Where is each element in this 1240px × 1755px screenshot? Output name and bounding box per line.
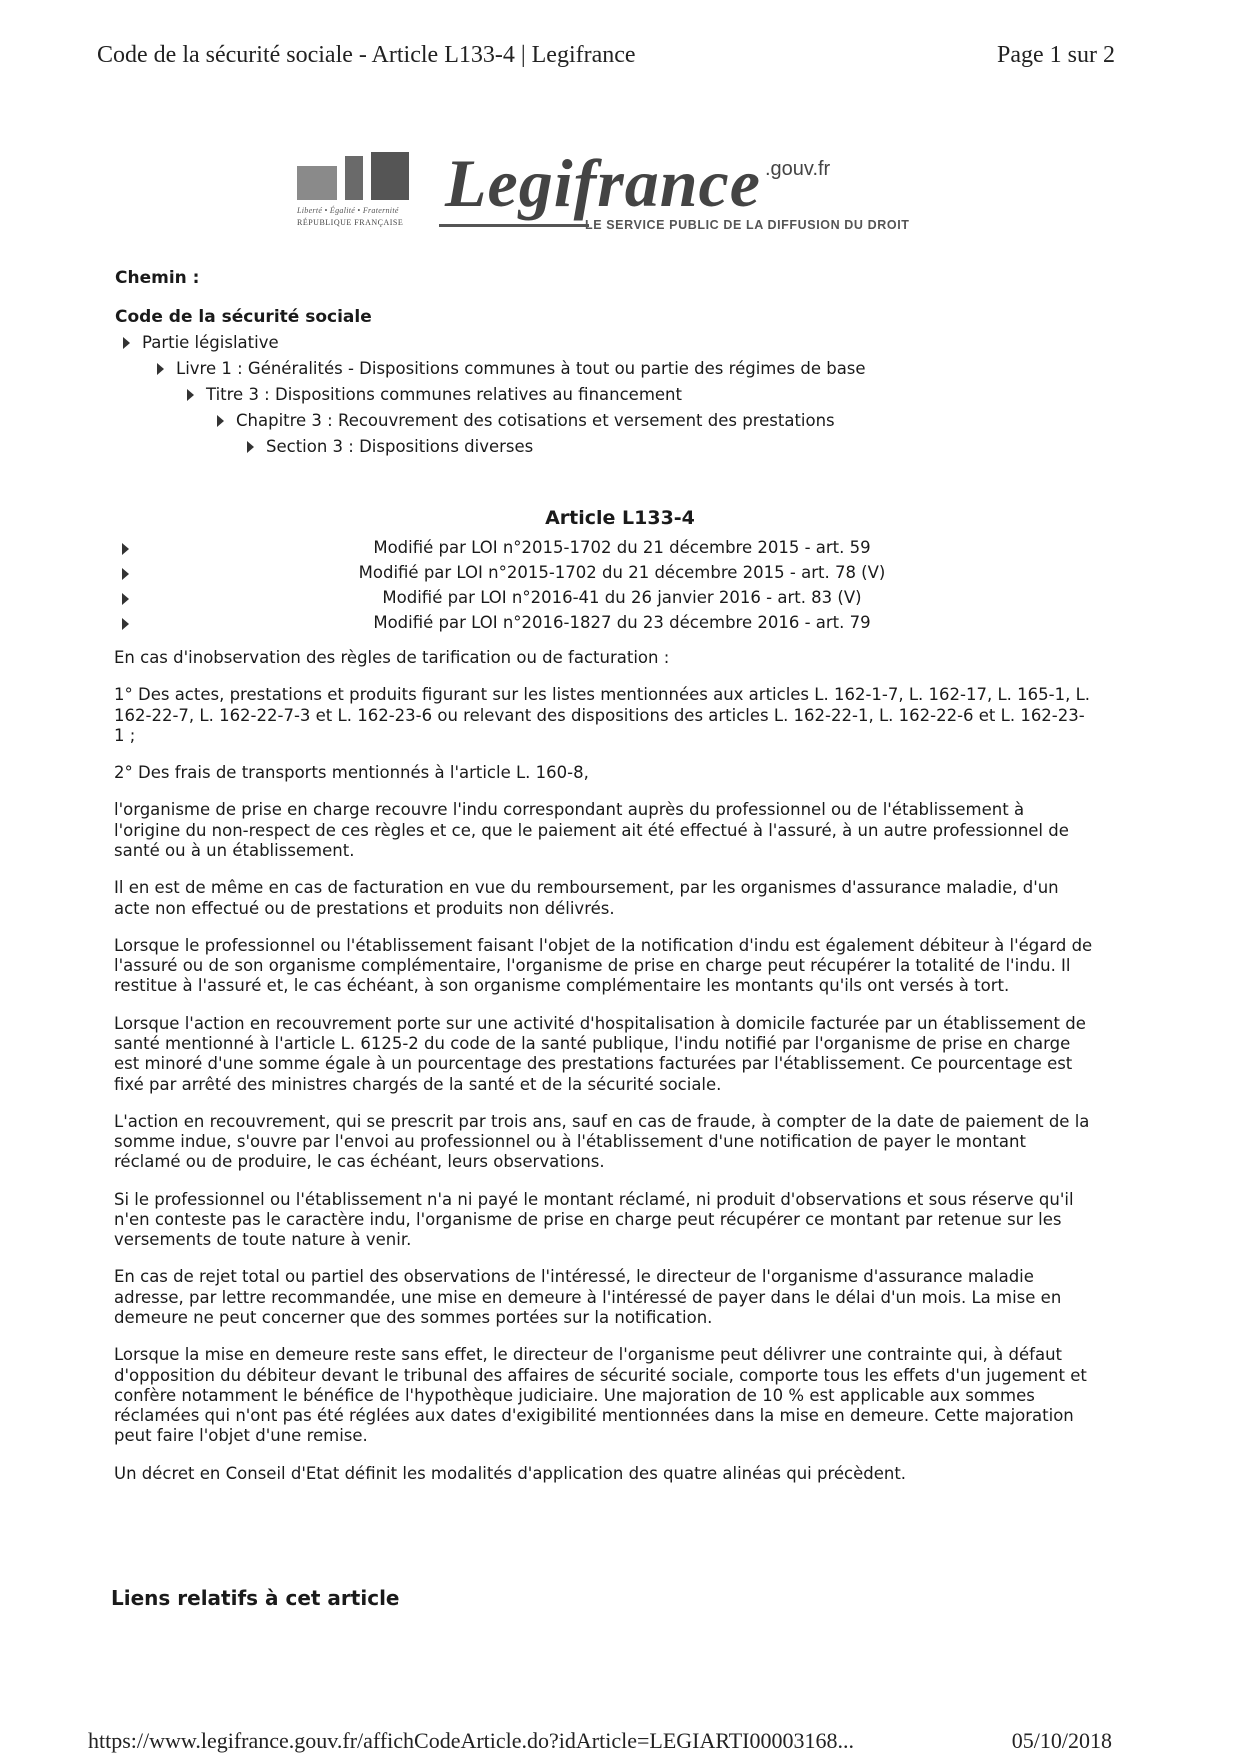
legifrance-logo[interactable] <box>297 145 917 238</box>
modification-link[interactable] <box>122 563 1122 587</box>
breadcrumb-item-titre[interactable] <box>187 385 682 404</box>
breadcrumb-arrow-icon <box>123 337 130 349</box>
print-footer-url[interactable]: https://www.legifrance.gouv.fr/affichCodeArticle.do?idArticle=LEGIARTI00003168... <box>88 1728 855 1753</box>
breadcrumb-arrow-icon <box>157 363 164 375</box>
breadcrumb-item-label: Livre 1 : Généralités - Dispositions communes à tout ou partie des régimes de base <box>176 359 866 378</box>
breadcrumb-item-label: Chapitre 3 : Recouvrement des cotisations et versement des prestations <box>236 411 835 430</box>
article-paragraph: L'action en recouvrement, qui se prescrit par trois ans, sauf en cas de fraude, à compter de la date de paiement de la somme indue, s'ouvre par l'envoi au professionnel ou à l'établissement d'une notification de payer le montant réclamé ou de produire, le cas échéant, leurs observations. <box>114 1111 1090 1172</box>
brand-name: Legifrance <box>445 145 761 221</box>
brand-tagline: LE SERVICE PUBLIC DE LA DIFFUSION DU DROIT <box>585 218 910 232</box>
breadcrumb-item-section[interactable] <box>247 437 533 456</box>
article-paragraph: Lorsque la mise en demeure reste sans effet, le directeur de l'organisme peut délivrer une contrainte qui, à défaut d'opposition du débiteur devant le tribunal des affaires de sécurité sociale, comporte tous les effets d'un jugement et confère notamment le bénéfice de l'hypothèque judiciaire. Une majoration de 10 % est applicable aux sommes réclamées qui n'ont pas été réglées aux dates d'exigibilité mentionnées dans la mise en demeure. Cette majoration peut faire l'objet d'une remise. <box>114 1345 1087 1446</box>
breadcrumb-arrow-icon <box>247 441 254 453</box>
breadcrumb-arrow-icon <box>187 389 194 401</box>
breadcrumb-item-chapitre[interactable] <box>217 411 835 430</box>
breadcrumb-arrow-icon <box>217 415 224 427</box>
breadcrumb-item-label: Partie législative <box>142 333 279 352</box>
modification-link[interactable] <box>122 588 1122 612</box>
print-footer <box>88 1728 1112 1754</box>
article-paragraph: Un décret en Conseil d'Etat définit les modalités d'application des quatre alinéas qui précèdent. <box>114 1463 907 1483</box>
article-paragraph: Lorsque le professionnel ou l'établissement faisant l'objet de la notification d'indu est également débiteur à l'égard de l'assuré ou de son organisme complémentaire, l'organisme de prise en charge peut récupérer la totalité de l'indu. Il restitue à l'assuré et, le cas échéant, à son organisme complémentaire les montants qu'ils ont versés à tort. <box>114 935 1093 996</box>
brand-domain-suffix: .gouv.fr <box>765 158 831 180</box>
article-paragraph: 2° Des frais de transports mentionnés à l'article L. 160-8, <box>114 763 589 783</box>
modification-link[interactable] <box>122 538 1122 562</box>
article-paragraph: l'organisme de prise en charge recouvre l'indu correspondant auprès du professionnel ou de l'établissement à l'origine du non-respect de ces règles et ce, que le paiement ait été effectué à l'assuré, à un autre professionnel de santé ou à un établissement. <box>114 800 1069 860</box>
modification-link[interactable] <box>122 613 1122 637</box>
article-paragraph: Il en est de même en cas de facturation en vue du remboursement, par les organismes d'assurance maladie, d'un acte non effectué ou de prestations et produits non délivrés. <box>114 878 1059 918</box>
republic-name: RÉPUBLIQUE FRANÇAISE <box>297 218 404 227</box>
article-paragraph: En cas de rejet total ou partiel des observations de l'intéressé, le directeur de l'organisme d'assurance maladie adresse, par lettre recommandée, une mise en demeure à l'intéressé de payer dans le délai d'un mois. La mise en demeure ne peut concerner que des sommes portées sur la notification. <box>114 1267 1062 1328</box>
article-paragraph: Si le professionnel ou l'établissement n'a ni payé le montant réclamé, ni produit d'observations et sous réserve qu'il n'en conteste pas le caractère indu, l'organisme de prise en charge peut récupérer ce montant par retenue sur les versements de toute nature à venir. <box>114 1189 1074 1250</box>
logo-rule <box>439 224 589 227</box>
republic-motto: Liberté • Égalité • Fraternité <box>297 206 399 215</box>
modification-text[interactable]: Modifié par LOI n°2016-41 du 26 janvier 2016 - art. 83 (V) <box>382 588 862 607</box>
article-paragraph: Lorsque l'action en recouvrement porte sur une activité d'hospitalisation à domicile facturée par un établissement de santé mentionné à l'article L. 6125-2 du code de la santé publique, l'indu notifié par l'organisme de prise en charge est minoré d'une somme égale à un pourcentage des prestations facturées par l'établissement. Ce pourcentage est fixé par arrêté des ministres chargés de la santé et de la sécurité sociale. <box>114 1013 1086 1094</box>
code-title[interactable]: Code de la sécurité sociale <box>115 307 372 327</box>
breadcrumb-item-label: Section 3 : Dispositions diverses <box>266 437 534 456</box>
breadcrumb-item-partie[interactable] <box>123 333 279 352</box>
print-header-title: Code de la sécurité sociale - Article L133-4 | Legifrance <box>97 42 636 68</box>
article-paragraph: 1° Des actes, prestations et produits figurant sur les listes mentionnées aux articles L. 162-1-7, L. 162-17, L. 165-1, L. 162-22-7, L. 162-22-7-3 et L. 162-23-6 ou relevant des dispositions des articles L. 162-22-1, L. 162-22-6 et L. 162-23-1 ; <box>114 685 1091 745</box>
modification-text[interactable]: Modifié par LOI n°2015-1702 du 21 décembre 2015 - art. 78 (V) <box>358 563 886 582</box>
marianne-flag-icon <box>297 152 437 200</box>
article-paragraph: En cas d'inobservation des règles de tarification ou de facturation : <box>114 648 670 667</box>
article-body <box>114 648 1094 1501</box>
marianne-logo <box>297 152 437 227</box>
modification-text[interactable]: Modifié par LOI n°2015-1702 du 21 décembre 2015 - art. 59 <box>373 538 871 557</box>
print-header-page: Page 1 sur 2 <box>997 42 1115 68</box>
breadcrumb-item-livre[interactable] <box>157 359 866 378</box>
modification-text[interactable]: Modifié par LOI n°2016-1827 du 23 décembre 2016 - art. 79 <box>373 613 871 632</box>
print-header <box>97 42 1115 69</box>
path-label: Chemin : <box>115 268 200 288</box>
article-title: Article L133-4 <box>545 507 695 529</box>
breadcrumb-item-label: Titre 3 : Dispositions communes relatives au financement <box>206 385 682 404</box>
related-links-heading: Liens relatifs à cet article <box>111 1586 400 1610</box>
print-footer-date: 05/10/2018 <box>1011 1728 1112 1753</box>
